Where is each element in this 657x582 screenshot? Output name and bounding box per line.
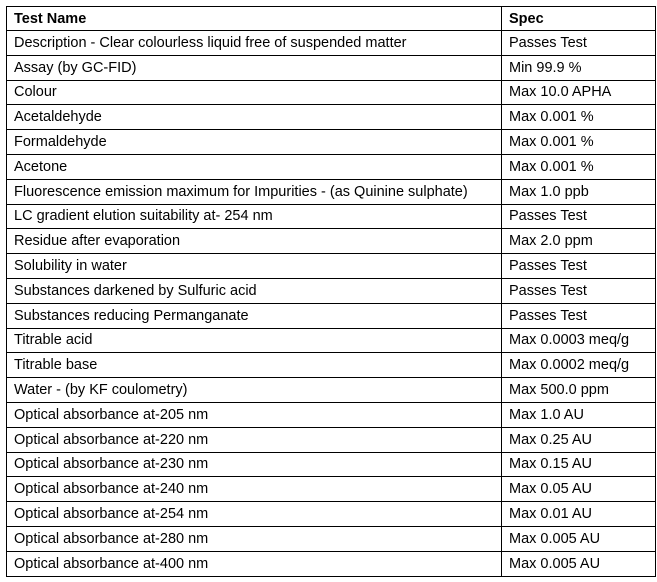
spec-cell: Max 0.25 AU bbox=[502, 427, 656, 452]
table-row bbox=[7, 427, 656, 452]
test-name-cell: Assay (by GC-FID) bbox=[7, 55, 502, 80]
test-name-cell: LC gradient elution suitability at- 254 nm bbox=[7, 204, 502, 229]
spec-cell: Max 0.15 AU bbox=[502, 452, 656, 477]
spec-cell: Max 0.05 AU bbox=[502, 477, 656, 502]
test-name-cell: Acetaldehyde bbox=[7, 105, 502, 130]
table-row bbox=[7, 328, 656, 353]
spec-cell: Max 2.0 ppm bbox=[502, 229, 656, 254]
test-name-cell: Colour bbox=[7, 80, 502, 105]
spec-cell: Min 99.9 % bbox=[502, 55, 656, 80]
table-row bbox=[7, 179, 656, 204]
test-name-cell: Optical absorbance at-400 nm bbox=[7, 551, 502, 576]
spec-cell: Passes Test bbox=[502, 254, 656, 279]
table-row bbox=[7, 278, 656, 303]
test-name-cell: Substances reducing Permanganate bbox=[7, 303, 502, 328]
table-row bbox=[7, 551, 656, 576]
table-row bbox=[7, 254, 656, 279]
table-row bbox=[7, 402, 656, 427]
test-name-cell: Optical absorbance at-230 nm bbox=[7, 452, 502, 477]
table-row bbox=[7, 130, 656, 155]
test-name-cell: Water - (by KF coulometry) bbox=[7, 378, 502, 403]
table-row bbox=[7, 204, 656, 229]
test-name-cell: Fluorescence emission maximum for Impurities - (as Quinine sulphate) bbox=[7, 179, 502, 204]
test-name-cell: Optical absorbance at-280 nm bbox=[7, 526, 502, 551]
spec-cell: Passes Test bbox=[502, 31, 656, 56]
test-name-cell: Residue after evaporation bbox=[7, 229, 502, 254]
table-row bbox=[7, 452, 656, 477]
spec-cell: Max 0.01 AU bbox=[502, 502, 656, 527]
table-row bbox=[7, 55, 656, 80]
table-row bbox=[7, 105, 656, 130]
spec-cell: Max 0.005 AU bbox=[502, 526, 656, 551]
spec-cell: Max 1.0 AU bbox=[502, 402, 656, 427]
header-test-name: Test Name bbox=[7, 7, 502, 31]
test-name-cell: Substances darkened by Sulfuric acid bbox=[7, 278, 502, 303]
spec-cell: Max 0.005 AU bbox=[502, 551, 656, 576]
table-row bbox=[7, 502, 656, 527]
test-name-cell: Optical absorbance at-205 nm bbox=[7, 402, 502, 427]
spec-cell: Max 1.0 ppb bbox=[502, 179, 656, 204]
spec-cell: Max 500.0 ppm bbox=[502, 378, 656, 403]
header-spec: Spec bbox=[502, 7, 656, 31]
test-name-cell: Description - Clear colourless liquid free of suspended matter bbox=[7, 31, 502, 56]
spec-cell: Max 0.0003 meq/g bbox=[502, 328, 656, 353]
test-name-cell: Formaldehyde bbox=[7, 130, 502, 155]
test-name-cell: Optical absorbance at-220 nm bbox=[7, 427, 502, 452]
spec-cell: Max 10.0 APHA bbox=[502, 80, 656, 105]
table-header-row bbox=[7, 7, 656, 31]
table-row bbox=[7, 353, 656, 378]
test-name-cell: Optical absorbance at-240 nm bbox=[7, 477, 502, 502]
test-name-cell: Titrable base bbox=[7, 353, 502, 378]
test-name-cell: Solubility in water bbox=[7, 254, 502, 279]
table-row bbox=[7, 526, 656, 551]
table-row bbox=[7, 154, 656, 179]
spec-cell: Max 0.001 % bbox=[502, 154, 656, 179]
spec-cell: Max 0.0002 meq/g bbox=[502, 353, 656, 378]
table-row bbox=[7, 477, 656, 502]
spec-cell: Passes Test bbox=[502, 278, 656, 303]
test-name-cell: Titrable acid bbox=[7, 328, 502, 353]
test-name-cell: Optical absorbance at-254 nm bbox=[7, 502, 502, 527]
spec-cell: Max 0.001 % bbox=[502, 130, 656, 155]
test-name-cell: Acetone bbox=[7, 154, 502, 179]
table-row bbox=[7, 378, 656, 403]
spec-cell: Passes Test bbox=[502, 303, 656, 328]
table-row bbox=[7, 80, 656, 105]
table-row bbox=[7, 31, 656, 56]
table-row bbox=[7, 303, 656, 328]
table-body bbox=[7, 31, 656, 577]
table-row bbox=[7, 229, 656, 254]
specification-table bbox=[6, 6, 656, 577]
spec-cell: Max 0.001 % bbox=[502, 105, 656, 130]
spec-cell: Passes Test bbox=[502, 204, 656, 229]
